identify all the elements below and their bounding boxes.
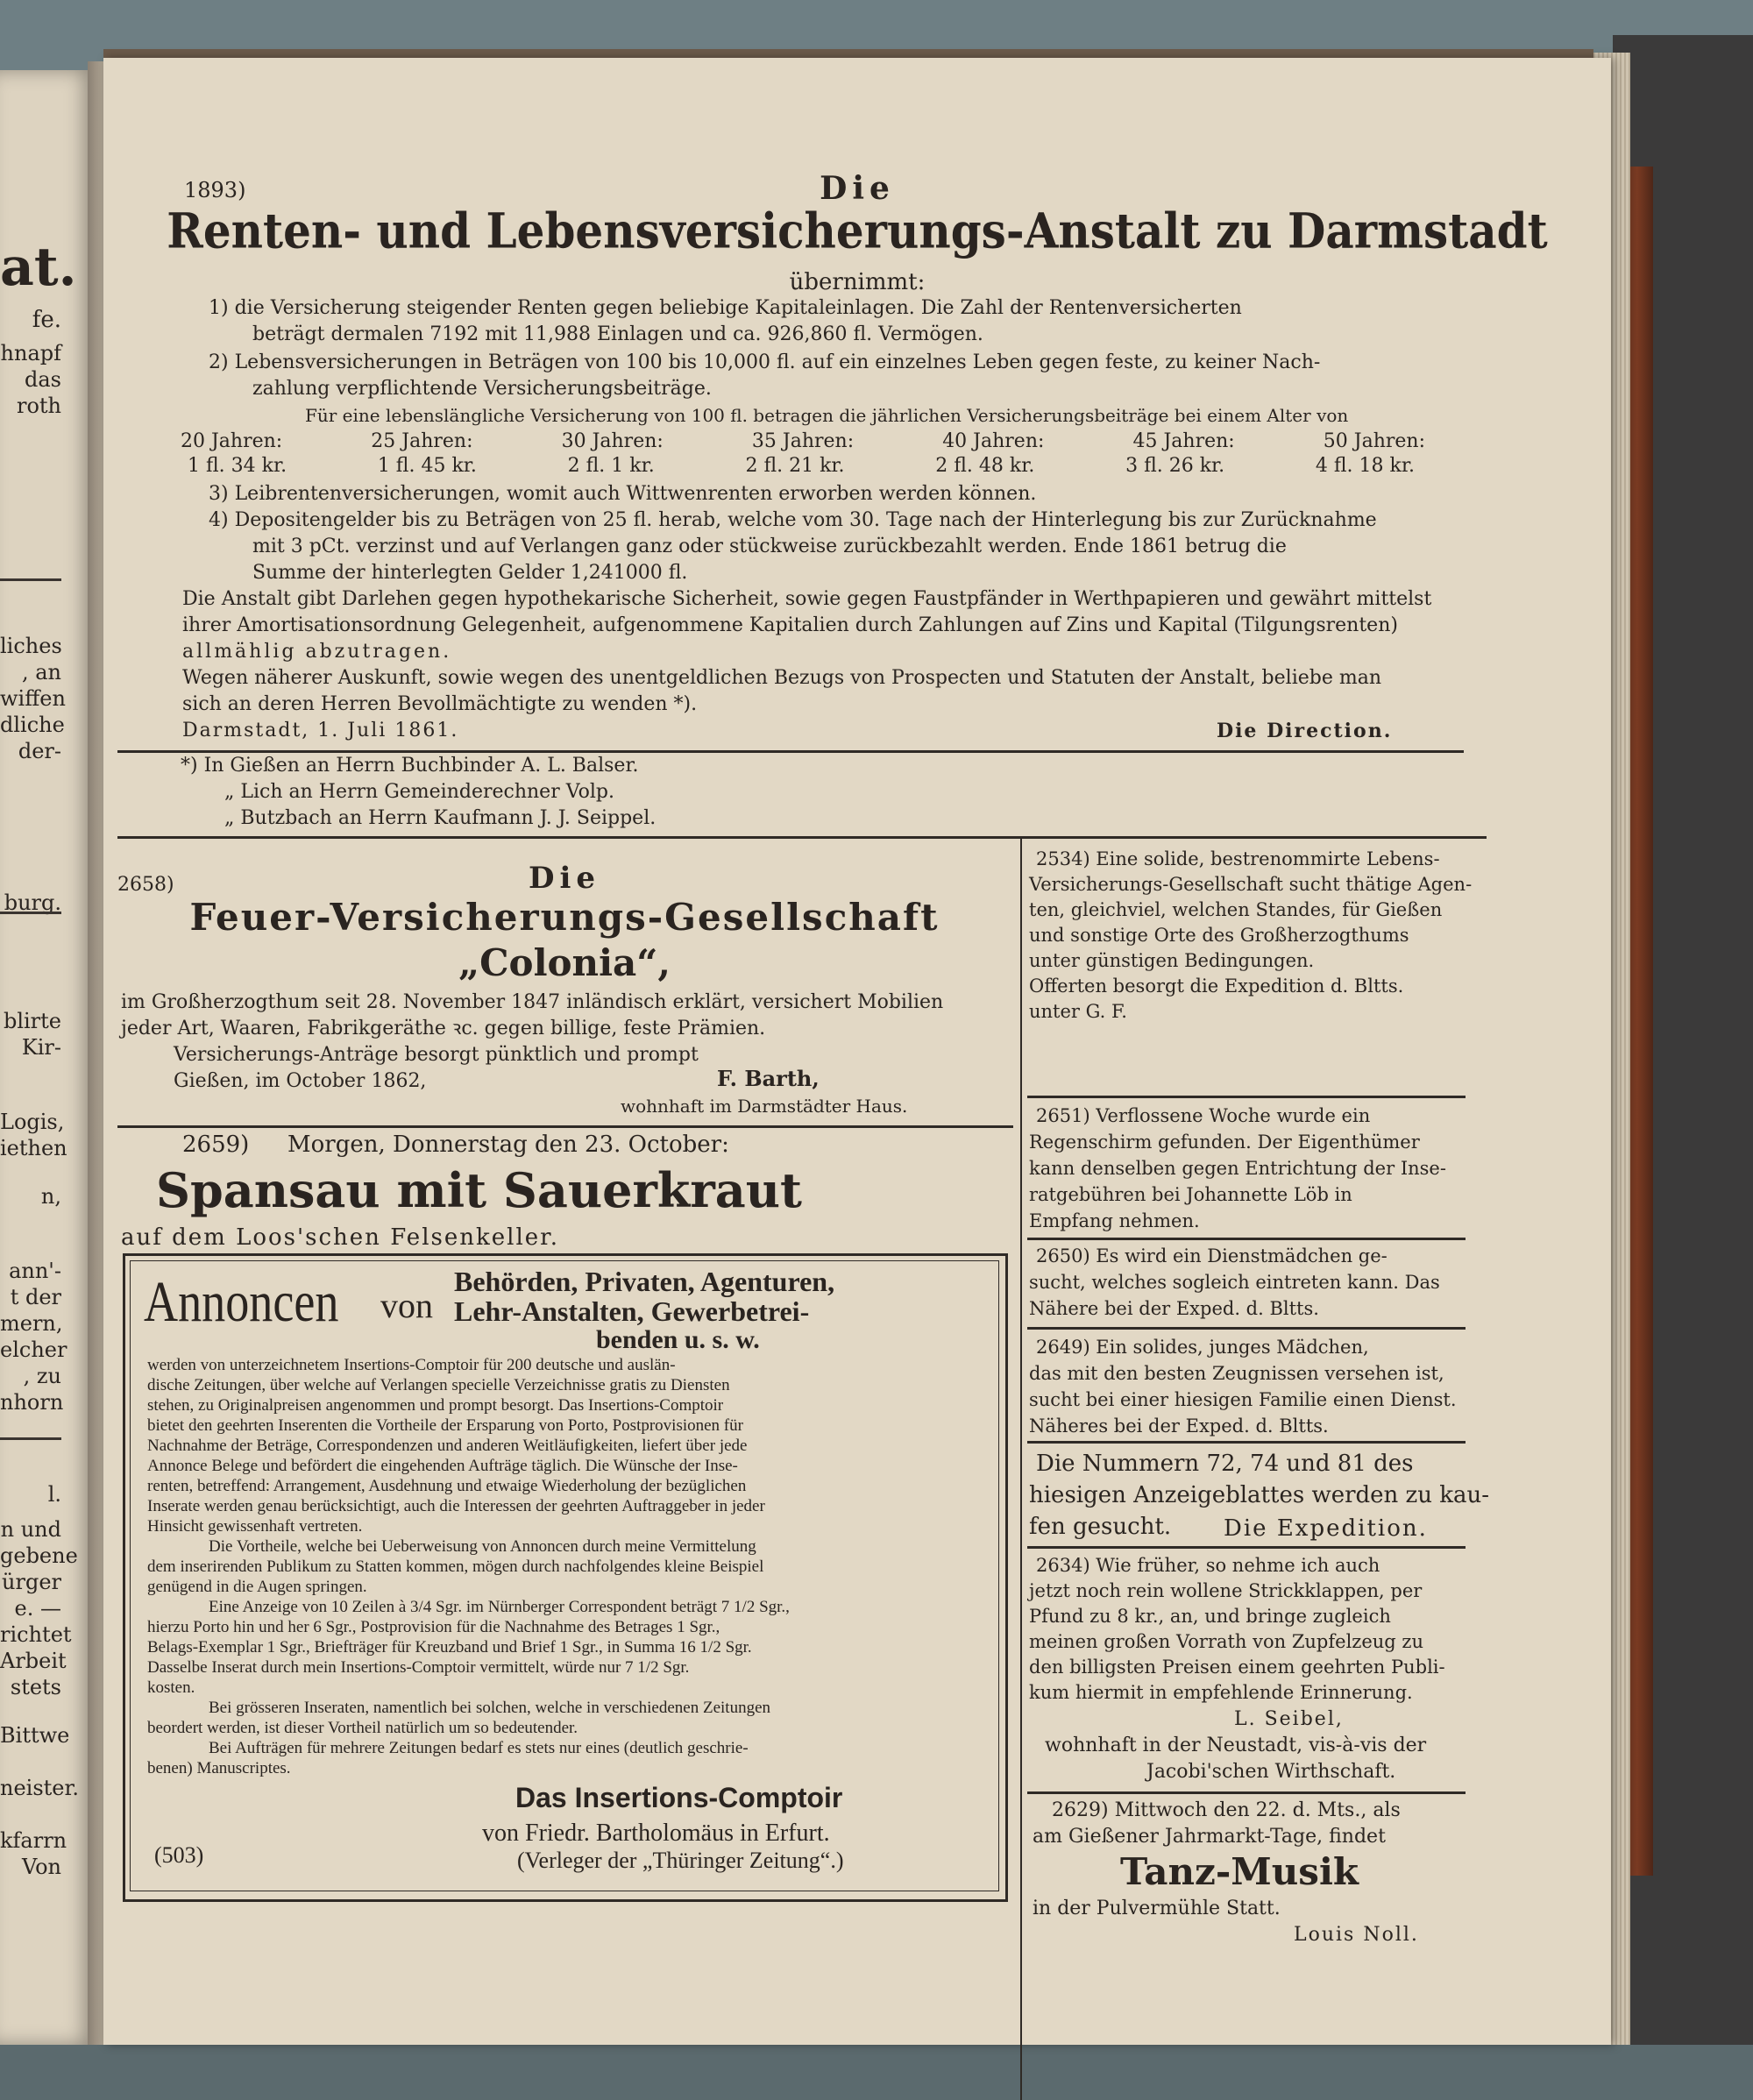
left-page-text-fragment: der- [18, 739, 61, 763]
section-divider [117, 836, 1487, 839]
ad-2629-line-1: 2629) Mittwoch den 22. d. Mts., als [1052, 1799, 1401, 1821]
left-page-text-fragment: mern, [0, 1311, 63, 1336]
divider [1027, 1791, 1466, 1794]
rate-cell: 3 fl. 26 kr. [1125, 455, 1225, 477]
comptoir-address: von Friedr. Bartholomäus in Erfurt. [482, 1820, 830, 1847]
ad-line-3: Versicherungs-Anträge besorgt pünktlich und prompt [174, 1044, 699, 1066]
footnote-2: „ Lich an Herrn Gemeinderechner Volp. [224, 781, 614, 803]
left-page-text-fragment: hnapf [0, 341, 61, 365]
annoncen-title: Annoncen [144, 1270, 339, 1334]
left-page-text-fragment: kfarrn [0, 1828, 67, 1853]
left-page-text-fragment: t der [10, 1285, 61, 1309]
annoncen-body-line: Die Vortheile, welche bei Ueberweisung von Annoncen durch meine Vermittelung [209, 1537, 756, 1556]
annoncen-body-line: dem inserirenden Publikum zu Statten kommen, mögen durch nachfolgendes kleine Beispiel [147, 1557, 764, 1576]
ad-2649-line: das mit den besten Zeugnissen versehen ist, [1029, 1363, 1444, 1384]
annoncen-body-line: beordert werden, ist dieser Vortheil natürlich um so bedeutender. [147, 1719, 578, 1737]
left-page-text-fragment: , zu [23, 1364, 61, 1388]
ad-2629-signature: Louis Noll. [1294, 1924, 1419, 1946]
item-4-line-2: mit 3 pCt. verzinst und auf Verlangen ganz oder stückweise zurückbezahlt werden. Ende 1861 betrug die [252, 536, 1287, 557]
para-1-line-1: Die Anstalt gibt Darlehen gegen hypothekarische Sicherheit, sowie gegen Faustpfänder in Werthpapieren und gewährt mittelst [182, 588, 1432, 610]
ad-title: Feuer-Versicherungs-Gesellschaft [189, 896, 940, 939]
footnote-1: *) In Gießen an Herrn Buchbinder A. L. Balser. [181, 755, 639, 777]
left-page-text-fragment: Arbeit [0, 1649, 67, 1673]
annoncen-body-line: Belags-Exemplar 1 Sgr., Briefträger für Kreuzband und Brief 1 Sgr., in Summa 16 1/2 Sgr. [147, 1638, 752, 1657]
annoncen-body-line: werden von unterzeichnetem Insertions-Comptoir für 200 deutsche und auslän- [147, 1356, 676, 1374]
item-2-line-1: 2) Lebensversicherungen in Beträgen von 100 bis 10,000 fl. auf ein einzelnes Leben gegen feste, zu keiner Nach- [209, 351, 1321, 373]
ad-2534-line: ten, gleichviel, welchen Standes, für Gießen [1029, 899, 1443, 920]
annoncen-body-line: bietet den geehrten Inserenten die Vortheile der Ersparung von Porto, Postprovisionen für [147, 1416, 743, 1435]
ad-subtitle: übernimmt: [789, 269, 926, 295]
left-page-text-fragment: fe. [32, 307, 61, 333]
ad-line-1: Morgen, Donnerstag den 23. October: [287, 1132, 729, 1158]
divider [1027, 1096, 1466, 1098]
ad-signature: Die Direction. [1217, 720, 1393, 742]
left-page-text-fragment: gebene [0, 1543, 78, 1568]
para-2-line-2: sich an deren Herren Bevollmächtigte zu wenden *). [182, 693, 698, 715]
age-cell: 30 Jahren: [561, 430, 664, 452]
annoncen-heading-1: Behörden, Privaten, Agenturen, [454, 1266, 835, 1297]
left-page-rule [0, 1437, 61, 1440]
age-row [181, 429, 1425, 454]
ad-2649-line: sucht bei einer hiesigen Familie einen Dienst. [1029, 1389, 1457, 1410]
newspaper-page [103, 58, 1611, 2045]
age-cell: 40 Jahren: [942, 430, 1045, 452]
ad-2650-line: sucht, welches sogleich eintreten kann. Das [1029, 1272, 1440, 1293]
left-page-text-fragment: wiffen [0, 686, 66, 711]
ad-2634-line: kum hiermit in empfehlende Erinnerung. [1029, 1682, 1413, 1703]
ad-die: Die [528, 861, 601, 896]
nummern-line: Die Nummern 72, 74 und 81 des [1036, 1451, 1414, 1477]
annoncen-body-line: Nachnahme der Beträge, Correspondenzen und anderen Weitläufigkeiten, liefert über jede [147, 1437, 748, 1455]
ad-2629-line-3: in der Pulvermühle Statt. [1033, 1898, 1281, 1919]
ad-2534-line: 2534) Eine solide, bestrenommirte Lebens- [1036, 848, 1440, 869]
annoncen-body-line: Bei grösseren Inseraten, namentlich bei solchen, welche in verschiedenen Zeitungen [209, 1699, 771, 1717]
para-2-line-1: Wegen näherer Auskunft, sowie wegen des unentgeldlichen Bezugs von Prospecten und Statuten der Anstalt, beliebe man [182, 667, 1381, 689]
para-1-line-3: allmählig abzutragen. [182, 641, 452, 663]
nummern-line: hiesigen Anzeigeblattes werden zu kau- [1029, 1482, 1490, 1508]
ad-line-1: im Großherzogthum seit 28. November 1847 inländisch erklärt, versichert Mobilien [121, 991, 944, 1013]
annoncen-heading-3: benden u. s. w. [596, 1325, 760, 1354]
ad-line-2: jeder Art, Waaren, Fabrikgeräthe ꝛc. gegen billige, feste Prämien. [121, 1018, 766, 1039]
ad-2634-line: den billigsten Preisen einem geehrten Publi- [1029, 1657, 1445, 1678]
annoncen-von: von [380, 1286, 433, 1325]
left-page-text-fragment: at. [0, 237, 77, 298]
left-page-text-fragment: neister. [0, 1776, 79, 1800]
annoncen-heading-2: Lehr-Anstalten, Gewerbetrei- [454, 1295, 810, 1327]
ad-2634-address-1: wohnhaft in der Neustadt, vis-à-vis der [1045, 1735, 1427, 1756]
left-page-text-fragment: ürger [2, 1570, 61, 1594]
left-page-text-fragment: richtet [0, 1622, 72, 1647]
ad-2634-address-2: Jacobi'schen Wirthschaft. [1146, 1761, 1396, 1783]
rate-cell: 2 fl. 1 kr. [567, 455, 655, 477]
left-page-rule [0, 912, 61, 914]
ad-2651-line: 2651) Verflossene Woche wurde ein [1036, 1105, 1371, 1126]
ad-2634-line: meinen großen Vorrath von Zupfelzeug zu [1029, 1631, 1424, 1652]
ad-2649-line: 2649) Ein solides, junges Mädchen, [1036, 1337, 1369, 1358]
age-cell: 35 Jahren: [751, 430, 855, 452]
rate-cell: 2 fl. 48 kr. [935, 455, 1035, 477]
left-page-text-fragment: iethen [0, 1136, 67, 1160]
left-page-text-fragment: Von [21, 1855, 61, 1879]
age-cell: 50 Jahren: [1323, 430, 1425, 452]
left-page-text-fragment: roth [16, 394, 61, 418]
annoncen-body-line: dische Zeitungen, über welche auf Verlangen specielle Verzeichnisse gratis zu Diensten [147, 1376, 730, 1394]
annoncen-body-line: kosten. [147, 1678, 195, 1697]
ad-title: Spansau mit Sauerkraut [156, 1162, 802, 1218]
item-3: 3) Leibrentenversicherungen, womit auch Wittwenrenten erworben werden können. [209, 483, 1037, 505]
ad-signature: F. Barth, [717, 1066, 820, 1091]
ad-2650-line: 2650) Es wird ein Dienstmädchen ge- [1036, 1245, 1387, 1266]
rate-cell: 2 fl. 21 kr. [745, 455, 845, 477]
divider [117, 750, 1464, 753]
ad-2534-line: Versicherungs-Gesellschaft sucht thätige Agen- [1029, 874, 1473, 895]
company-name: „Colonia“, [458, 941, 671, 984]
age-cell: 25 Jahren: [371, 430, 473, 452]
left-page-fragment [0, 70, 96, 2045]
ad-number: 2659) [182, 1132, 250, 1158]
age-cell: 20 Jahren: [181, 430, 283, 452]
ad-2651-line: kann denselben gegen Entrichtung der Inse- [1029, 1158, 1446, 1179]
place-date: Darmstadt, 1. Juli 1861. [182, 720, 459, 741]
annoncen-body-line: Dasselbe Inserat durch mein Insertions-Comptoir vermittelt, würde nur 7 1/2 Sgr. [147, 1658, 690, 1677]
rate-row [188, 454, 1415, 479]
ad-title: Renten- und Lebensversicherungs-Anstalt zu Darmstadt [167, 202, 1548, 259]
age-cell: 45 Jahren: [1132, 430, 1235, 452]
ad-2651-line: ratgebühren bei Johannette Löb in [1029, 1184, 1352, 1205]
annoncen-body-line: Bei Aufträgen für mehrere Zeitungen bedarf es stets nur eines (deutlich geschrie- [209, 1739, 749, 1757]
left-page-text-fragment: elcher [0, 1337, 67, 1362]
ad-address: wohnhaft im Darmstädter Haus. [621, 1096, 908, 1117]
annoncen-body-line: hierzu Porto hin und her 6 Sgr., Postprovision für die Nachnahme des Betrages 1 Sgr., [147, 1618, 720, 1636]
left-page-text-fragment: Kir- [21, 1035, 61, 1060]
left-page-text-fragment: e. — [14, 1596, 61, 1621]
annoncen-body-line: Hinsicht gewissenhaft vertreten. [147, 1517, 363, 1536]
divider [1027, 1546, 1466, 1549]
comptoir-publisher: (Verleger der „Thüringer Zeitung“.) [517, 1848, 844, 1873]
left-page-text-fragment: , an [21, 660, 61, 685]
nummern-line: fen gesucht. [1029, 1514, 1172, 1540]
item-4-line-3: Summe der hinterlegten Gelder 1,241000 fl. [252, 562, 688, 584]
divider [1027, 1238, 1466, 1240]
left-page-text-fragment: stets [10, 1675, 61, 1699]
ad-line-2: auf dem Loos'schen Felsenkeller. [121, 1224, 559, 1251]
ad-2651-line: Empfang nehmen. [1029, 1210, 1200, 1231]
left-page-text-fragment: das [25, 367, 61, 392]
ad-number: 2658) [117, 874, 174, 896]
annoncen-body-line: genügend in die Augen springen. [147, 1578, 367, 1596]
ad-2534-line: unter günstigen Bedingungen. [1029, 950, 1315, 971]
annoncen-body-line: renten, betreffend: Arrangement, Ausdehnung und etwaige Wiederholung der bezüglichen [147, 1477, 747, 1495]
left-page-text-fragment: liches [0, 634, 62, 658]
footnote-3: „ Butzbach an Herrn Kaufmann J. J. Seippel. [224, 807, 656, 829]
left-page-rule [0, 578, 61, 581]
annoncen-number: (503) [154, 1842, 204, 1868]
ad-2534-line: unter G. F. [1029, 1001, 1127, 1022]
comptoir-name: Das Insertions-Comptoir [515, 1782, 843, 1813]
left-page-text-fragment: n, [40, 1184, 61, 1209]
divider [1027, 1327, 1466, 1330]
annoncen-body-line: stehen, zu Originalpreisen angenommen und prompt besorgt. Das Insertions-Comptoir [147, 1396, 724, 1415]
ad-2634-line: Pfund zu 8 kr., an, und bringe zugleich [1029, 1606, 1391, 1627]
rate-cell: 4 fl. 18 kr. [1315, 455, 1415, 477]
rate-cell: 1 fl. 45 kr. [377, 455, 477, 477]
annoncen-body-line: benen) Manuscriptes. [147, 1759, 291, 1777]
item-2-line-2: zahlung verpflichtende Versicherungsbeiträge. [252, 378, 712, 400]
ad-2651-line: Regenschirm gefunden. Der Eigenthümer [1029, 1132, 1420, 1153]
left-page-text-fragment: Logis, [0, 1110, 65, 1134]
divider [1027, 1441, 1466, 1444]
ad-2634-signature: L. Seibel, [1234, 1708, 1344, 1730]
ad-die: Die [820, 170, 895, 207]
item-1-line-1: 1) die Versicherung steigender Renten gegen beliebige Kapitaleinlagen. Die Zahl der Rentenversicherten [209, 297, 1242, 319]
left-page-text-fragment: blirte [3, 1009, 61, 1033]
left-page-text-fragment: l. [47, 1482, 61, 1507]
annoncen-body-line: Inserate werden genau berücksichtigt, auch die Interessen der geehrten Auftraggeber in jeder [147, 1497, 765, 1515]
item-4-line-1: 4) Depositengelder bis zu Beträgen von 25 fl. herab, welche vom 30. Tage nach der Hinterlegung bis zur Zurücknahme [209, 509, 1377, 531]
item-1-line-2: beträgt dermalen 7192 mit 11,988 Einlagen und ca. 926,860 fl. Vermögen. [252, 323, 983, 345]
annoncen-body-line: Eine Anzeige von 10 Zeilen à 3/4 Sgr. im Nürnberger Correspondent beträgt 7 1/2 Sgr., [209, 1598, 790, 1616]
divider [117, 1125, 1013, 1128]
ad-2534-line: Offerten besorgt die Expedition d. Bltts. [1029, 976, 1404, 997]
left-page-text-fragment: Bittwe [0, 1723, 70, 1748]
left-page-text-fragment: n und [0, 1517, 61, 1542]
ad-line-4: Gießen, im October 1862, [174, 1070, 427, 1092]
para-1-line-2: ihrer Amortisationsordnung Gelegenheit, aufgenommene Kapitalien durch Zahlungen auf Zins und Kapital (Tilgungsrenten) [182, 614, 1398, 636]
ad-2649-line: Näheres bei der Exped. d. Bltts. [1029, 1415, 1329, 1437]
ad-2634-line: jetzt noch rein wollene Strickklappen, per [1029, 1580, 1423, 1601]
nummern-signature: Die Expedition. [1224, 1515, 1428, 1542]
left-page-text-fragment: burg. [4, 890, 61, 915]
left-page-text-fragment: ann'- [9, 1259, 61, 1283]
ad-2629-title: Tanz-Musik [1120, 1850, 1359, 1893]
ad-2629-line-2: am Gießener Jahrmarkt-Tage, findet [1033, 1826, 1386, 1848]
ad-2634-line: 2634) Wie früher, so nehme ich auch [1036, 1555, 1380, 1576]
rate-cell: 1 fl. 34 kr. [188, 455, 287, 477]
ad-number: 1893) [184, 178, 246, 202]
column-divider [1020, 838, 1022, 2100]
annoncen-body-line: Annonce Belege und befördert die eingehenden Aufträge täglich. Die Wünsche der Inse- [147, 1457, 738, 1475]
ad-2534-line: und sonstige Orte des Großherzogthums [1029, 925, 1409, 946]
ad-2650-line: Nähere bei der Exped. d. Bltts. [1029, 1298, 1319, 1319]
left-page-text-fragment: dliche [0, 713, 65, 737]
left-page-text-fragment: nhorn [0, 1390, 64, 1415]
item-2-line-3: Für eine lebenslängliche Versicherung von 100 fl. betragen die jährlichen Versicherungsbeiträge bei einem Alter von [305, 405, 1349, 426]
